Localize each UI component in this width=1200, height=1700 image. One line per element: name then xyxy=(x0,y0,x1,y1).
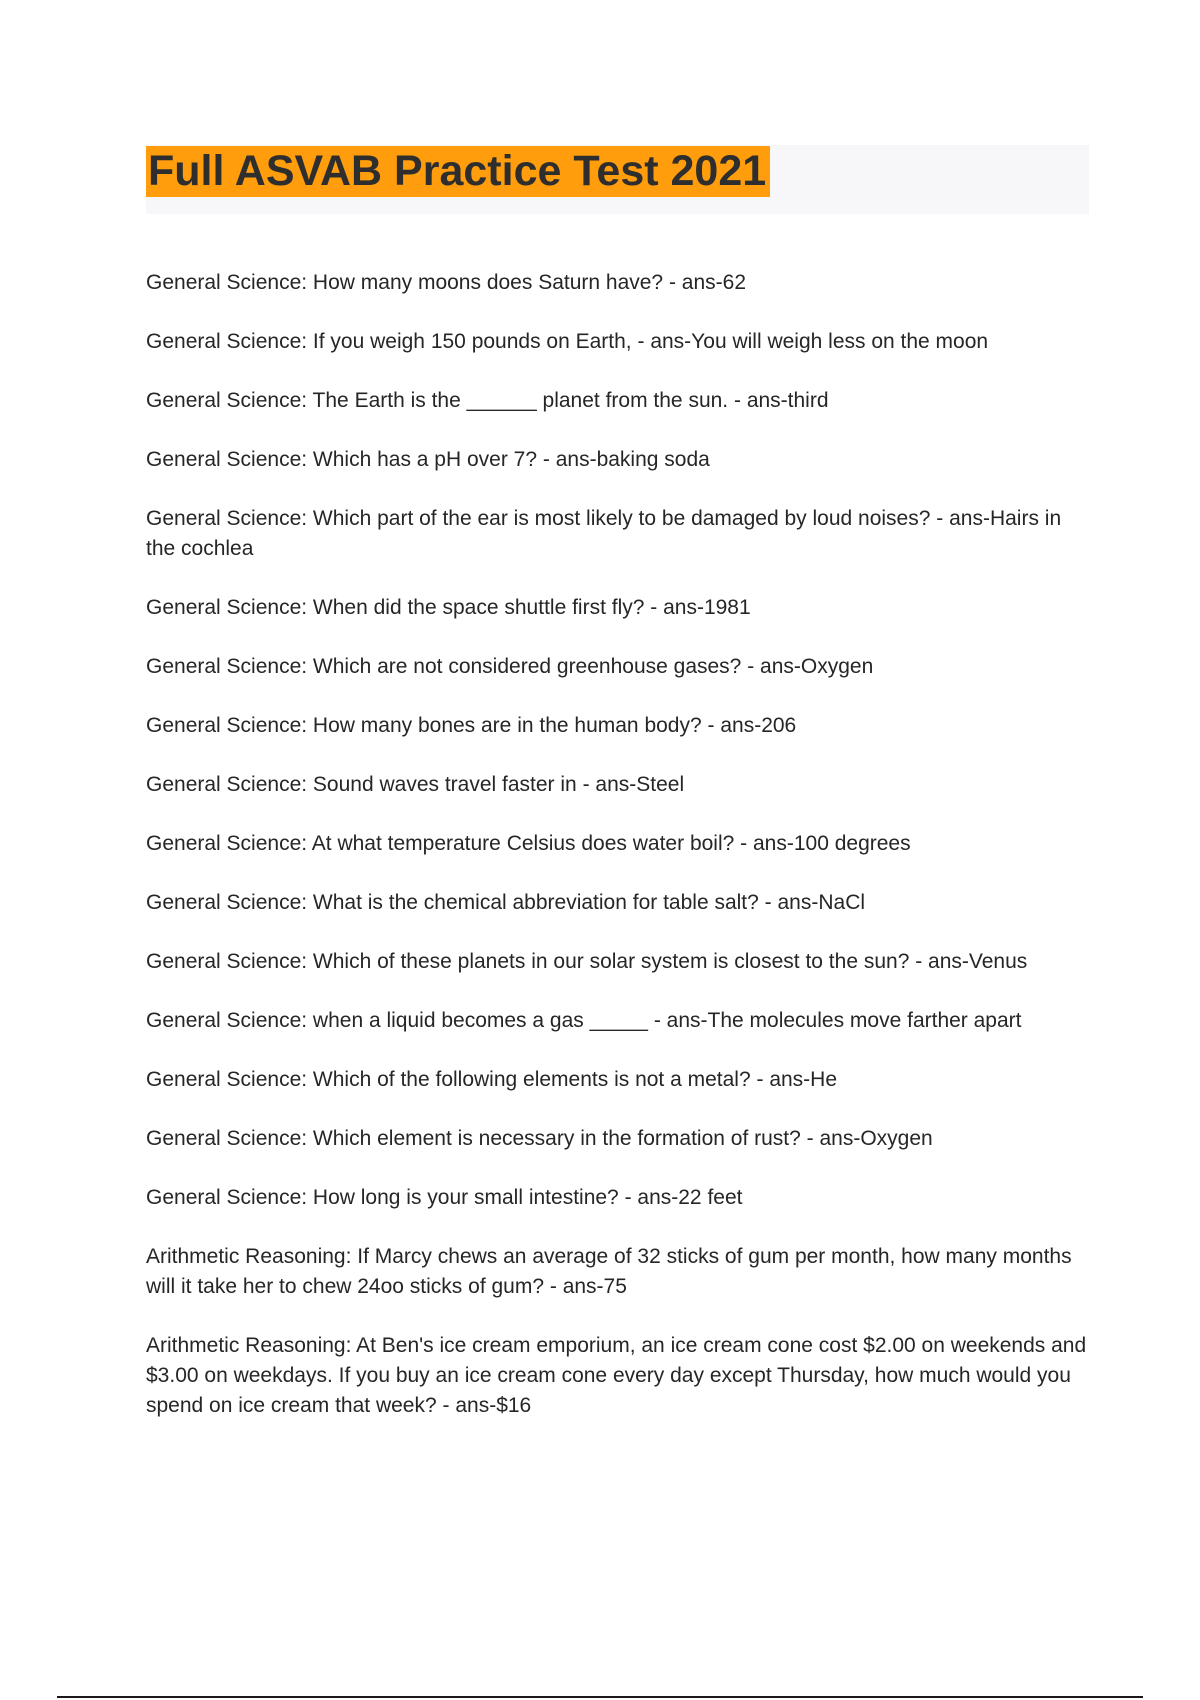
answer-text: ans-62 xyxy=(681,271,747,294)
answer-text: ans-The molecules move farther apart xyxy=(666,1009,1022,1032)
answer-text: ans-75 xyxy=(562,1275,627,1298)
question-text: General Science: Which part of the ear is most likely to be damaged by loud noises? - xyxy=(146,507,949,530)
list-item xyxy=(146,888,1096,918)
list-item xyxy=(146,1006,1096,1036)
list-item xyxy=(146,829,1096,859)
question-text: Arithmetic Reasoning: If Marcy chews an average of 32 sticks of gum per month, how many months will it take her to chew 24oo sticks of gum? - xyxy=(146,1245,1072,1298)
list-item xyxy=(146,593,1096,623)
question-text: General Science: when a liquid becomes a gas _____ - xyxy=(146,1009,667,1032)
answer-text: ans-baking soda xyxy=(555,448,710,471)
answer-text: ans-$16 xyxy=(455,1394,532,1417)
list-item xyxy=(146,1124,1096,1154)
question-text: General Science: What is the chemical abbreviation for table salt? - xyxy=(146,891,778,914)
list-item xyxy=(146,327,1096,357)
question-text: General Science: How many moons does Saturn have? - xyxy=(146,271,682,294)
question-text: General Science: Which of these planets in our solar system is closest to the sun? - xyxy=(146,950,928,973)
question-list xyxy=(146,268,1096,1450)
list-item xyxy=(146,1242,1096,1302)
question-text: General Science: How many bones are in the human body? - xyxy=(146,714,720,737)
list-item xyxy=(146,386,1096,416)
question-text: General Science: How long is your small intestine? - xyxy=(146,1186,637,1209)
question-text: General Science: At what temperature Celsius does water boil? - xyxy=(146,832,753,855)
answer-text: ans-22 feet xyxy=(637,1186,743,1209)
list-item xyxy=(146,1183,1096,1213)
answer-text: ans-1981 xyxy=(663,596,751,619)
question-text: General Science: When did the space shuttle first fly? - xyxy=(146,596,663,619)
question-text: General Science: The Earth is the ______ planet from the sun. - xyxy=(146,389,747,412)
answer-text: ans-He xyxy=(769,1068,838,1091)
question-text: General Science: Which has a pH over 7? - xyxy=(146,448,556,471)
answer-text: ans-third xyxy=(746,389,829,412)
question-text: General Science: Which of the following elements is not a metal? - xyxy=(146,1068,769,1091)
page-title: Full ASVAB Practice Test 2021 xyxy=(146,146,770,197)
question-text: General Science: Which element is necessary in the formation of rust? - xyxy=(146,1127,819,1150)
list-item xyxy=(146,711,1096,741)
answer-text: ans-100 degrees xyxy=(752,832,911,855)
answer-text: ans-Oxygen xyxy=(819,1127,933,1150)
list-item xyxy=(146,652,1096,682)
question-text: Arithmetic Reasoning: At Ben's ice cream emporium, an ice cream cone cost $2.00 on weekends and $3.00 on weekdays. If you buy an ice cream cone every day except Thursday, how much would you spend on ice cream that week? - xyxy=(146,1334,1086,1417)
list-item xyxy=(146,1065,1096,1095)
answer-text: ans-You will weigh less on the moon xyxy=(650,330,989,353)
answer-text: ans-Oxygen xyxy=(760,655,874,678)
question-text: General Science: Which are not considered greenhouse gases? - xyxy=(146,655,760,678)
list-item xyxy=(146,947,1096,977)
list-item xyxy=(146,770,1096,800)
answer-text: ans-206 xyxy=(720,714,797,737)
question-text: General Science: If you weigh 150 pounds on Earth, - xyxy=(146,330,650,353)
answer-text: ans-Venus xyxy=(928,950,1028,973)
footer-divider xyxy=(57,1696,1143,1698)
list-item xyxy=(146,504,1096,564)
answer-text: ans-Hairs in the cochlea xyxy=(146,507,1062,560)
answer-text: ans-Steel xyxy=(595,773,685,796)
question-text: General Science: Sound waves travel faster in - xyxy=(146,773,595,796)
answer-text: ans-NaCl xyxy=(777,891,866,914)
list-item xyxy=(146,268,1096,298)
list-item xyxy=(146,445,1096,475)
list-item xyxy=(146,1331,1096,1421)
